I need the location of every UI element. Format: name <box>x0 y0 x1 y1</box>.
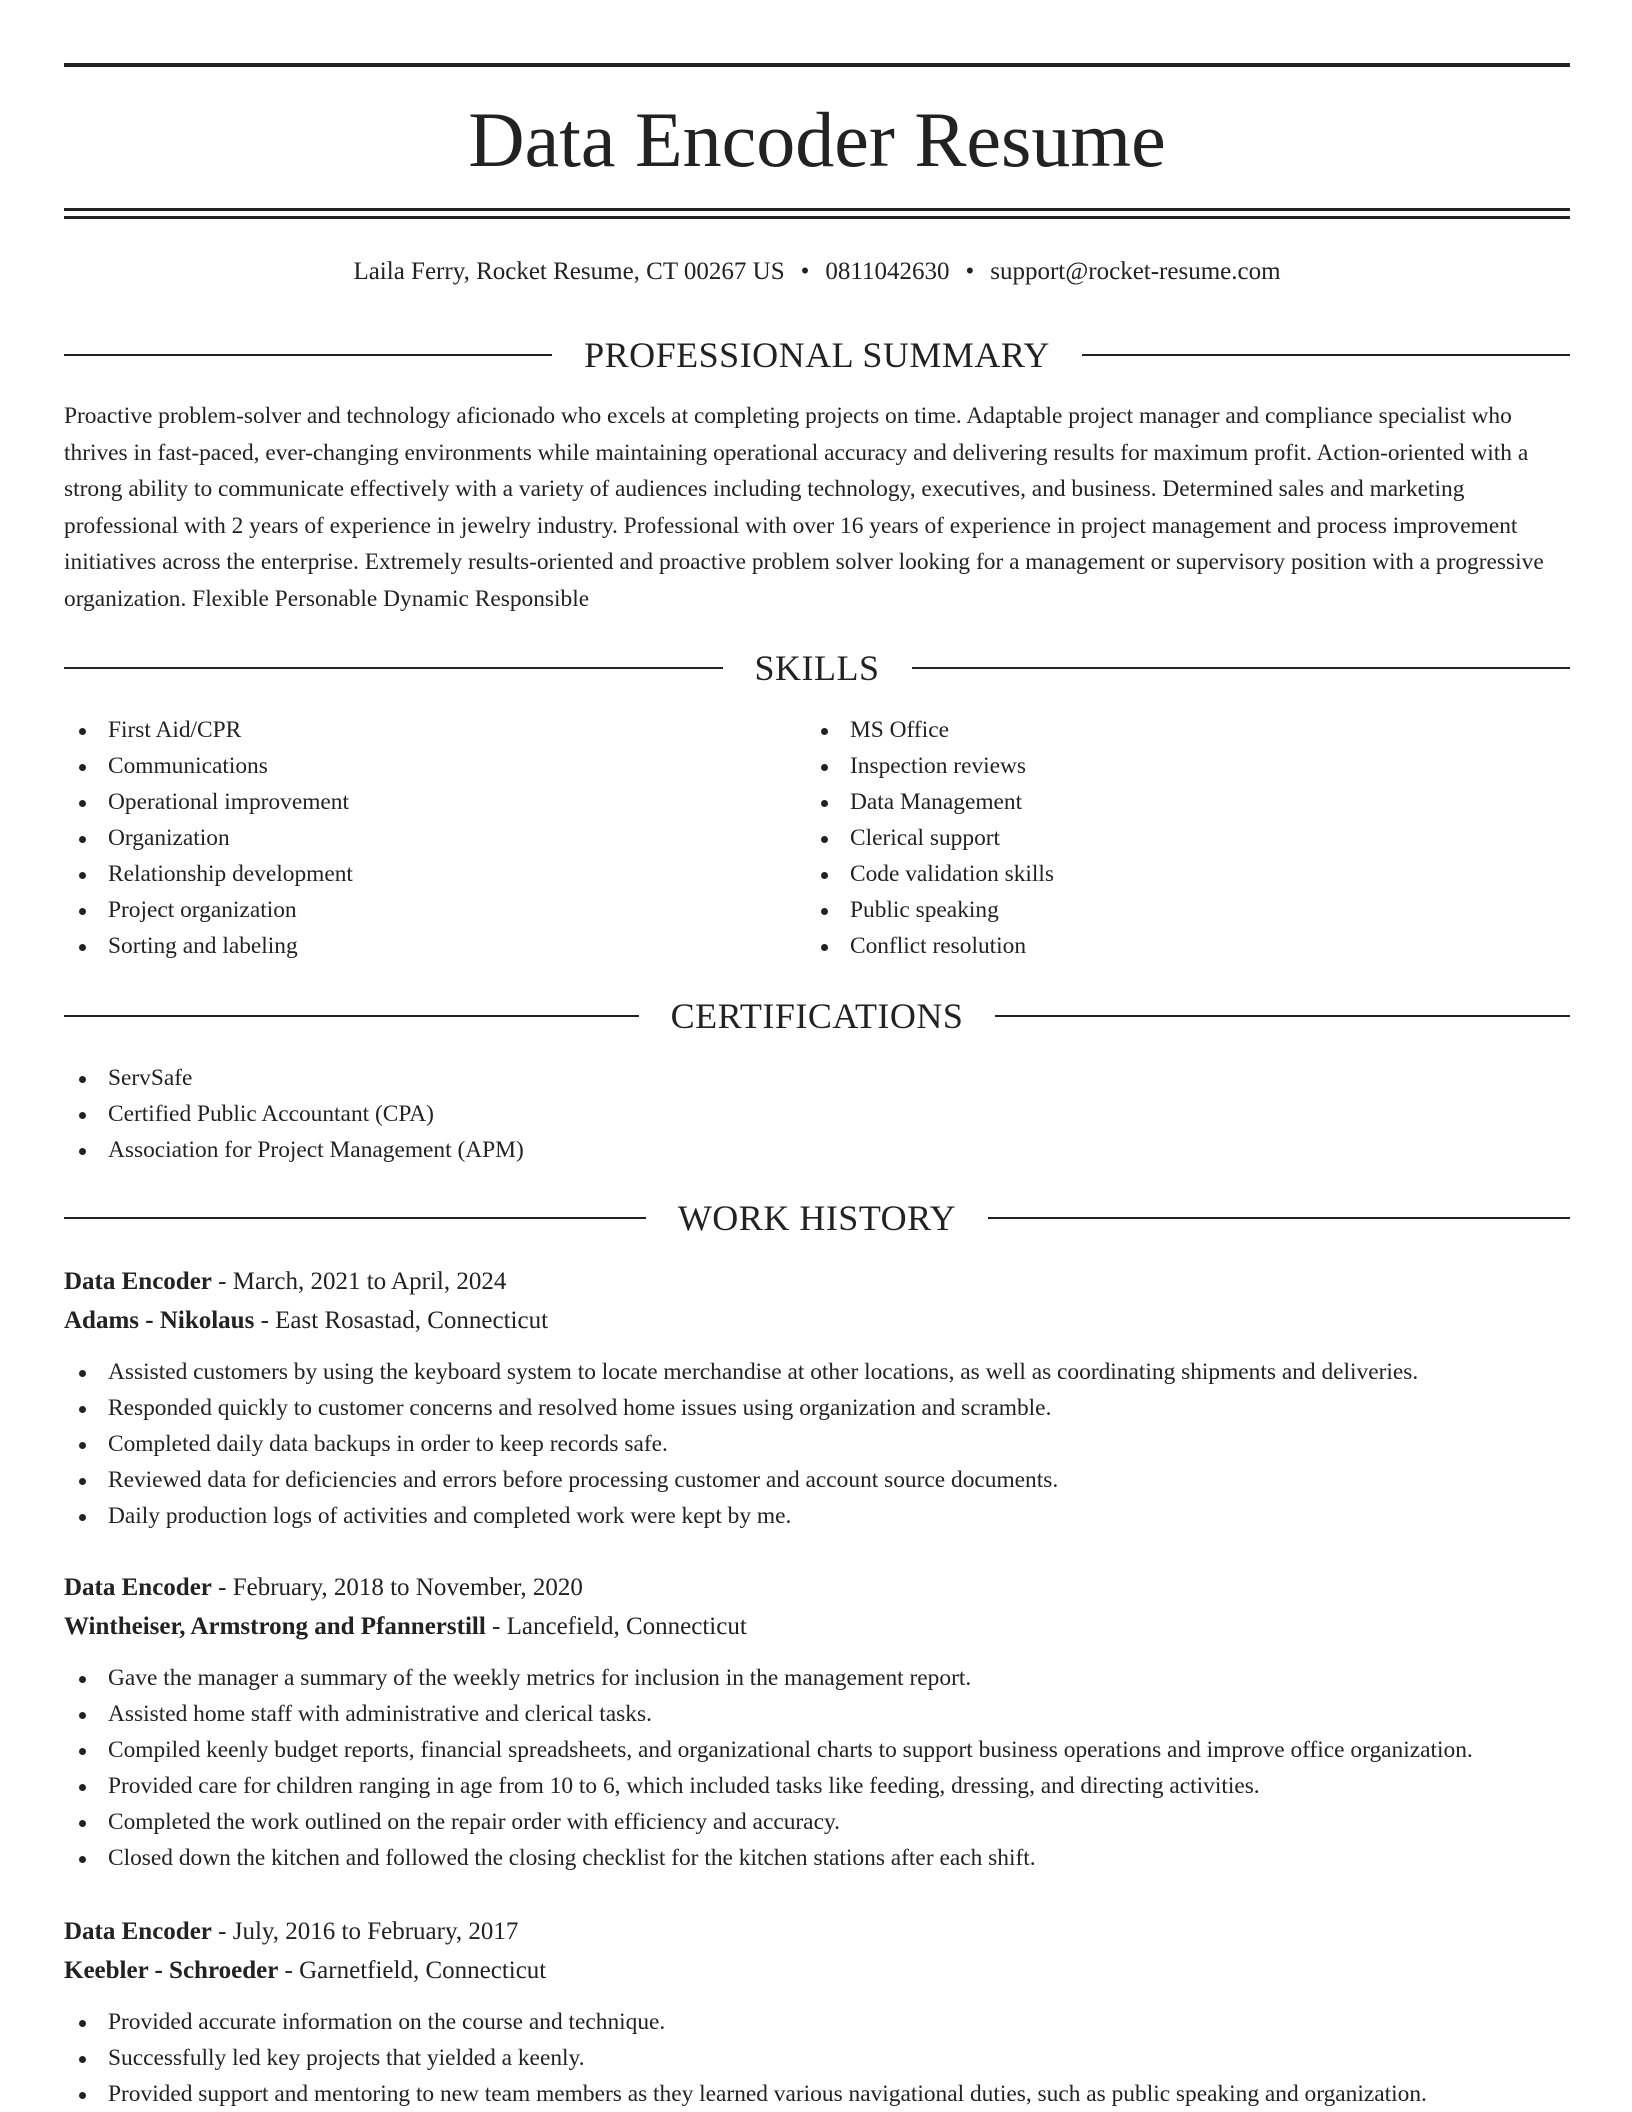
skill-item: Relationship development <box>64 856 764 892</box>
job-duty: Provided accurate information on the course and technique. <box>64 2004 1570 2040</box>
job-company-line <box>64 1951 1570 1990</box>
job-entry <box>64 1568 1570 1876</box>
section-title: CERTIFICATIONS <box>670 996 964 1036</box>
top-rule <box>64 63 1570 67</box>
job-duty: Completed the work outlined on the repair order with efficiency and accuracy. <box>64 1804 1570 1840</box>
section-header-summary <box>64 330 1570 380</box>
skill-item: Operational improvement <box>64 784 764 820</box>
job-company-line <box>64 1301 1570 1340</box>
job-company-line <box>64 1607 1570 1646</box>
resume-title: Data Encoder Resume <box>468 96 1166 183</box>
section-rule <box>64 1015 639 1017</box>
job-duty: Gave the manager a summary of the weekly metrics for inclusion in the management report. <box>64 1660 1570 1696</box>
certifications-list <box>64 1060 1570 1168</box>
job-entry <box>64 1912 1570 2112</box>
section-rule <box>64 1217 646 1219</box>
job-duty: Provided care for children ranging in age from 10 to 6, which included tasks like feeding, dressing, and directing activities. <box>64 1768 1570 1804</box>
job-company: Wintheiser, Armstrong and Pfannerstill <box>64 1613 486 1640</box>
skill-item: Inspection reviews <box>806 748 1566 784</box>
section-rule <box>64 354 552 356</box>
job-duty: Responded quickly to customer concerns and resolved home issues using organization and scramble. <box>64 1390 1570 1426</box>
job-company: Adams - Nikolaus <box>64 1307 255 1334</box>
skill-item: Sorting and labeling <box>64 928 764 964</box>
skills-list-left <box>64 712 764 964</box>
job-duty: Successfully led key projects that yielded a keenly. <box>64 2040 1570 2076</box>
skill-item: Clerical support <box>806 820 1566 856</box>
summary-text: Proactive problem-solver and technology aficionado who excels at completing projects on time. Adaptable project manager and compliance specialist who thrives in fast-paced, ever-changing environments while maintaining operational accuracy and delivering results for maximum profit. Action-oriented with a strong ability to communicate effectively with a variety of audiences including technology, executives, and business. Determined sales and marketing professional with 2 years of experience in jewelry industry. Professional with over 16 years of experience in project management and process improvement initiatives across the enterprise. Extremely results-oriented and proactive problem solver looking for a management or supervisory position with a progressive organization. Flexible Personable Dynamic Responsible <box>64 403 1544 612</box>
section-title: SKILLS <box>754 648 880 688</box>
job-duties-list <box>64 2004 1570 2112</box>
job-dates: - March, 2021 to April, 2024 <box>211 1268 507 1295</box>
job-role-line <box>64 1568 1570 1607</box>
section-rule <box>995 1015 1570 1017</box>
contact-address: Laila Ferry, Rocket Resume, CT 00267 US <box>353 258 785 285</box>
job-role-line <box>64 1912 1570 1951</box>
section-title: PROFESSIONAL SUMMARY <box>584 335 1050 375</box>
title-rule-upper <box>64 208 1570 211</box>
contact-email: support@rocket-resume.com <box>990 258 1281 285</box>
certification-item: ServSafe <box>64 1060 1570 1096</box>
skill-item: Project organization <box>64 892 764 928</box>
job-company: Keebler - Schroeder <box>64 1957 279 1984</box>
skill-item: Data Management <box>806 784 1566 820</box>
skill-item: Public speaking <box>806 892 1566 928</box>
job-duty: Provided support and mentoring to new team members as they learned various navigational duties, such as public speaking and organization. <box>64 2076 1570 2112</box>
contact-separator: • <box>965 258 975 285</box>
skills-list-right <box>806 712 1566 964</box>
skill-item: First Aid/CPR <box>64 712 764 748</box>
certification-item: Association for Project Management (APM) <box>64 1132 1570 1168</box>
job-title: Data Encoder <box>64 1574 212 1601</box>
job-dates: - July, 2016 to February, 2017 <box>211 1918 519 1945</box>
skill-item: MS Office <box>806 712 1566 748</box>
section-rule <box>64 667 723 669</box>
skill-item: Communications <box>64 748 764 784</box>
job-duty: Completed daily data backups in order to keep records safe. <box>64 1426 1570 1462</box>
title-rule-lower <box>64 216 1570 219</box>
skill-item: Organization <box>64 820 764 856</box>
certification-item: Certified Public Accountant (CPA) <box>64 1096 1570 1132</box>
job-duty: Daily production logs of activities and completed work were kept by me. <box>64 1498 1570 1534</box>
job-role-line <box>64 1262 1570 1301</box>
contact-line <box>64 254 1570 290</box>
job-duty: Reviewed data for deficiencies and errors before processing customer and account source documents. <box>64 1462 1570 1498</box>
skill-item: Code validation skills <box>806 856 1566 892</box>
job-duties-list <box>64 1660 1570 1876</box>
job-duty: Assisted customers by using the keyboard system to locate merchandise at other locations, as well as coordinating shipments and deliveries. <box>64 1354 1570 1390</box>
skill-item: Conflict resolution <box>806 928 1566 964</box>
job-location: - East Rosastad, Connecticut <box>254 1307 549 1334</box>
job-duties-list <box>64 1354 1570 1534</box>
section-rule <box>988 1217 1570 1219</box>
job-title: Data Encoder <box>64 1918 212 1945</box>
job-dates: - February, 2018 to November, 2020 <box>211 1574 583 1601</box>
job-location: - Garnetfield, Connecticut <box>278 1957 547 1984</box>
job-title: Data Encoder <box>64 1268 212 1295</box>
section-rule <box>912 667 1571 669</box>
job-duty: Assisted home staff with administrative and clerical tasks. <box>64 1696 1570 1732</box>
section-header-skills <box>64 643 1570 693</box>
contact-phone: 0811042630 <box>825 258 950 285</box>
section-rule <box>1082 354 1570 356</box>
job-duty: Compiled keenly budget reports, financial spreadsheets, and organizational charts to support business operations and improve office organization. <box>64 1732 1570 1768</box>
job-entry <box>64 1262 1570 1534</box>
job-duty: Closed down the kitchen and followed the closing checklist for the kitchen stations after each shift. <box>64 1840 1570 1876</box>
section-title: WORK HISTORY <box>677 1198 957 1238</box>
section-header-work-history <box>64 1193 1570 1243</box>
job-location: - Lancefield, Connecticut <box>485 1613 747 1640</box>
section-header-certifications <box>64 991 1570 1041</box>
contact-separator: • <box>800 258 810 285</box>
